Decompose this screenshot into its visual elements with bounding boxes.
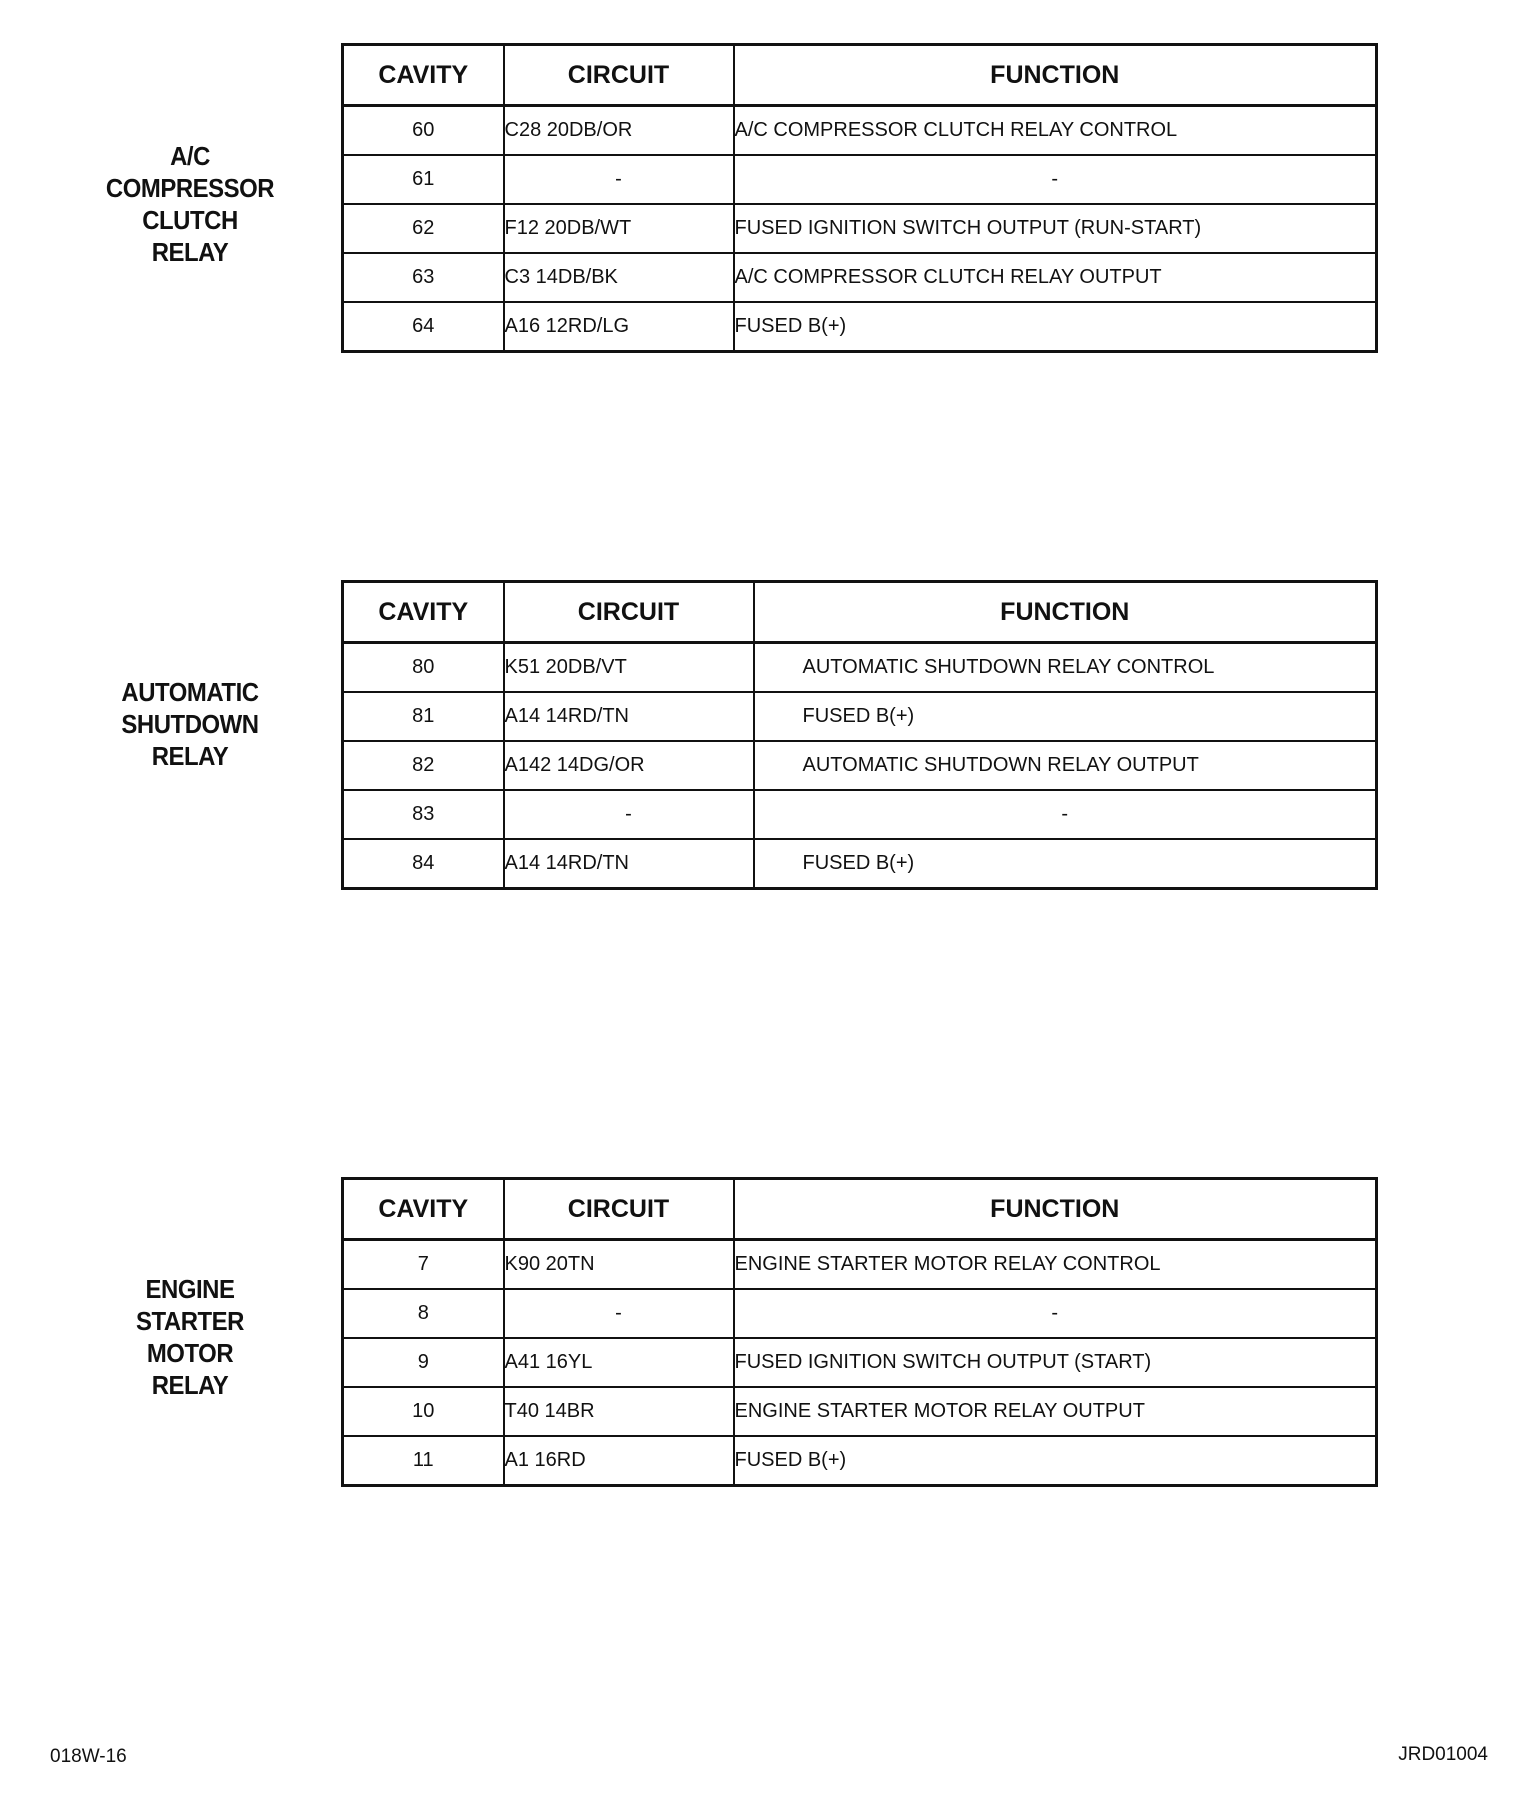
relay-label (98, 676, 282, 772)
relay-label-line: ENGINE (145, 1274, 235, 1304)
function-cell: FUSED B(+) (754, 839, 1377, 889)
relay-label-line: MOTOR (146, 1338, 234, 1368)
relay-label-line: COMPRESSOR (105, 173, 275, 203)
function-cell: FUSED IGNITION SWITCH OUTPUT (RUN-START) (734, 204, 1377, 253)
relay-label (98, 140, 282, 268)
circuit-cell: T40 14BR (504, 1387, 734, 1436)
relay-label-line: RELAY (151, 741, 229, 771)
cavity-cell: 10 (343, 1387, 504, 1436)
function-cell: - (734, 155, 1377, 204)
function-cell: ENGINE STARTER MOTOR RELAY OUTPUT (734, 1387, 1377, 1436)
table-row (343, 1289, 1377, 1338)
circuit-cell: A16 12RD/LG (504, 302, 734, 352)
connector-pin-table (341, 43, 1378, 353)
function-cell: ENGINE STARTER MOTOR RELAY CONTROL (734, 1240, 1377, 1290)
function-cell: FUSED B(+) (734, 302, 1377, 352)
table-header-row (343, 45, 1377, 106)
function-cell: - (734, 1289, 1377, 1338)
column-header-cavity: CAVITY (343, 582, 504, 643)
circuit-cell: - (504, 1289, 734, 1338)
table-row (343, 692, 1377, 741)
cavity-cell: 80 (343, 643, 504, 693)
cavity-cell: 60 (343, 106, 504, 156)
relay-label-line: RELAY (151, 237, 229, 267)
function-cell: FUSED B(+) (734, 1436, 1377, 1486)
cavity-cell: 61 (343, 155, 504, 204)
connector-pin-table (341, 1177, 1378, 1487)
column-header-circuit: CIRCUIT (504, 582, 754, 643)
cavity-cell: 83 (343, 790, 504, 839)
circuit-cell: F12 20DB/WT (504, 204, 734, 253)
cavity-cell: 62 (343, 204, 504, 253)
column-header-cavity: CAVITY (343, 45, 504, 106)
column-header-circuit: CIRCUIT (504, 45, 734, 106)
table-header-row (343, 582, 1377, 643)
cavity-cell: 11 (343, 1436, 504, 1486)
function-cell: A/C COMPRESSOR CLUTCH RELAY CONTROL (734, 106, 1377, 156)
function-cell: FUSED B(+) (754, 692, 1377, 741)
table-row (343, 1240, 1377, 1290)
circuit-cell: A14 14RD/TN (504, 839, 754, 889)
cavity-cell: 82 (343, 741, 504, 790)
function-cell: AUTOMATIC SHUTDOWN RELAY CONTROL (754, 643, 1377, 693)
table-row (343, 253, 1377, 302)
cavity-cell: 81 (343, 692, 504, 741)
cavity-cell: 84 (343, 839, 504, 889)
table-row (343, 1387, 1377, 1436)
table-row (343, 741, 1377, 790)
column-header-cavity: CAVITY (343, 1179, 504, 1240)
table-row (343, 1338, 1377, 1387)
document-code-left: 018W-16 (50, 1746, 127, 1767)
circuit-cell: - (504, 155, 734, 204)
circuit-cell: A142 14DG/OR (504, 741, 754, 790)
cavity-cell: 63 (343, 253, 504, 302)
cavity-cell: 9 (343, 1338, 504, 1387)
function-cell: AUTOMATIC SHUTDOWN RELAY OUTPUT (754, 741, 1377, 790)
circuit-cell: - (504, 790, 754, 839)
table-row (343, 1436, 1377, 1486)
column-header-function: FUNCTION (734, 1179, 1377, 1240)
circuit-cell: A1 16RD (504, 1436, 734, 1486)
table-row (343, 302, 1377, 352)
circuit-cell: A14 14RD/TN (504, 692, 754, 741)
relay-label-line: AUTOMATIC (121, 677, 259, 707)
function-cell: FUSED IGNITION SWITCH OUTPUT (START) (734, 1338, 1377, 1387)
function-cell: A/C COMPRESSOR CLUTCH RELAY OUTPUT (734, 253, 1377, 302)
function-cell: - (754, 790, 1377, 839)
relay-label-line: RELAY (151, 1370, 229, 1400)
document-code-right: JRD01004 (1398, 1744, 1488, 1765)
cavity-cell: 64 (343, 302, 504, 352)
circuit-cell: K51 20DB/VT (504, 643, 754, 693)
table-row (343, 790, 1377, 839)
relay-label-line: A/C (170, 141, 210, 171)
circuit-cell: A41 16YL (504, 1338, 734, 1387)
table-row (343, 643, 1377, 693)
column-header-circuit: CIRCUIT (504, 1179, 734, 1240)
table-row (343, 839, 1377, 889)
table-header-row (343, 1179, 1377, 1240)
relay-label-line: STARTER (136, 1306, 244, 1336)
relay-label (98, 1273, 282, 1401)
cavity-cell: 8 (343, 1289, 504, 1338)
connector-pin-table (341, 580, 1378, 890)
circuit-cell: C3 14DB/BK (504, 253, 734, 302)
relay-label-line: CLUTCH (142, 205, 238, 235)
table-row (343, 155, 1377, 204)
column-header-function: FUNCTION (734, 45, 1377, 106)
column-header-function: FUNCTION (754, 582, 1377, 643)
circuit-cell: C28 20DB/OR (504, 106, 734, 156)
table-row (343, 204, 1377, 253)
cavity-cell: 7 (343, 1240, 504, 1290)
circuit-cell: K90 20TN (504, 1240, 734, 1290)
table-row (343, 106, 1377, 156)
relay-label-line: SHUTDOWN (121, 709, 259, 739)
